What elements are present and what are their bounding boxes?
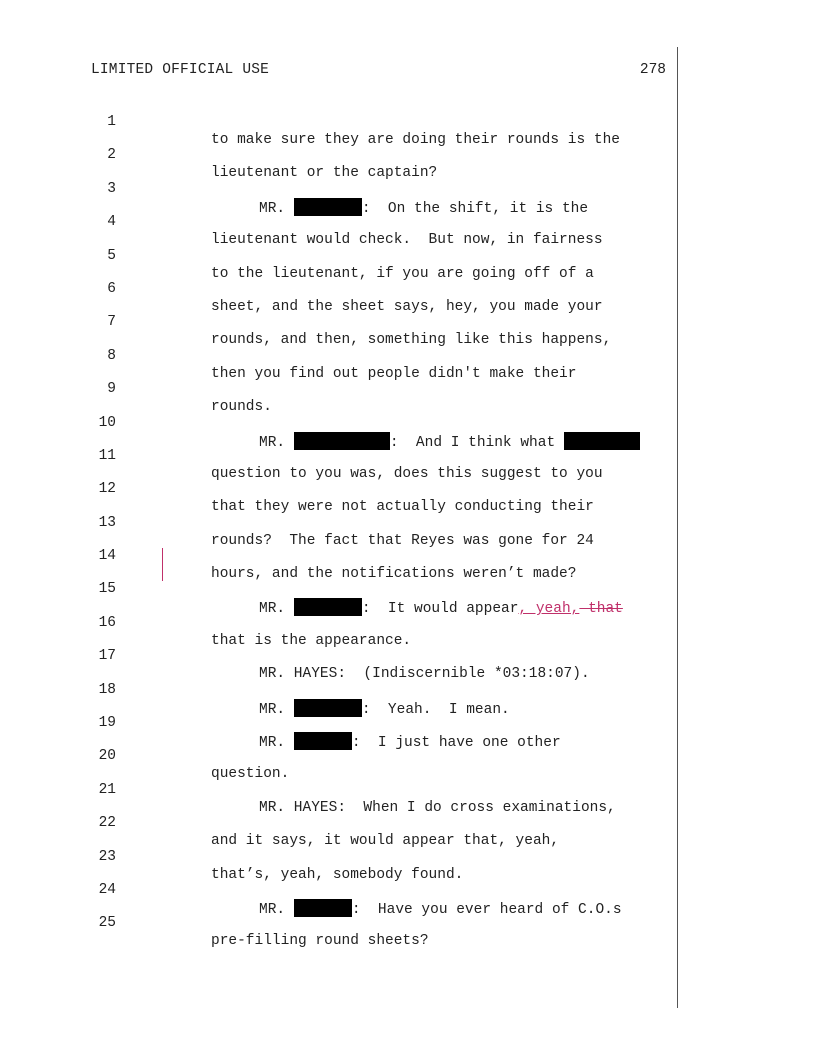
speaker-prefix: MR. [259, 901, 294, 918]
line-text-part: that’s, yeah, somebody found. [211, 866, 464, 883]
line-text-part: : Yeah. I mean. [361, 701, 510, 718]
line-text [211, 932, 429, 950]
line-number: 1 [107, 114, 116, 130]
transcript-line [0, 462, 816, 516]
line-number: 24 [98, 881, 116, 898]
transcript-line [0, 863, 816, 918]
line-text-part: then you find out people didn't make their [211, 365, 577, 382]
line-number: 10 [98, 414, 116, 431]
line-text-part: : Have you ever heard of C.O.s [351, 901, 622, 918]
line-text-part: : It would appear [361, 601, 519, 618]
transcript-line [0, 128, 816, 182]
speaker-prefix: MR. [259, 434, 294, 451]
line-text-part: to make sure they are doing their rounds is the [211, 132, 620, 148]
line-number: 3 [107, 180, 116, 197]
transcript-line [0, 763, 816, 816]
line-text-part: pre-filling round sheets? [211, 933, 429, 950]
line-number: 16 [98, 614, 116, 631]
line-number: 9 [107, 381, 116, 398]
line-number: 12 [98, 481, 116, 498]
transcript-line [0, 329, 816, 382]
line-text-part: lieutenant or the captain? [211, 165, 438, 182]
transcript-lines [0, 95, 816, 950]
line-number: 19 [98, 715, 116, 732]
transcript-line [0, 529, 816, 583]
transcript-line [0, 496, 816, 549]
transcript-line [0, 262, 816, 315]
tracked-deletion: that [579, 601, 623, 618]
transcript-line [0, 429, 816, 482]
transcript-line [0, 396, 816, 451]
speaker-prefix: MR. [259, 601, 294, 618]
line-text-part: hours, and the notifications weren’t made? [211, 566, 577, 583]
line-text-part: rounds, and then, something like this happens, [211, 332, 612, 349]
line-number: 20 [98, 748, 116, 765]
transcript-line [0, 162, 816, 217]
line-number: 13 [98, 514, 116, 531]
line-text-part: that is the appearance. [211, 632, 412, 649]
transcript-line [0, 295, 816, 349]
transcript-line [0, 663, 816, 718]
line-text-part: sheet, and the sheet says, hey, you made your [211, 298, 603, 315]
line-number: 25 [98, 915, 116, 932]
line-text-part: that they were not actually conducting their [211, 499, 594, 516]
line-text-part: MR. HAYES: (Indiscernible *03:18:07). [259, 666, 590, 683]
transcript-line [0, 596, 816, 649]
transcript-line [0, 562, 816, 618]
line-text-part: and it says, it would appear that, yeah, [211, 833, 560, 850]
transcript-line [0, 796, 816, 850]
tracked-insertion: , yeah, [518, 601, 580, 618]
line-number: 6 [107, 280, 116, 297]
transcript-line [0, 362, 816, 416]
line-number: 17 [98, 648, 116, 665]
line-text-part: : On the shift, it is the [361, 200, 589, 217]
line-text-part: question. [211, 766, 290, 783]
line-text-part: : I just have one other [351, 735, 561, 752]
transcript-line [0, 896, 816, 950]
line-text-part: rounds? The fact that Reyes was gone for 24 [211, 532, 594, 549]
speaker-prefix: MR. [259, 735, 294, 752]
transcript-line [0, 729, 816, 783]
transcript-line [0, 195, 816, 249]
line-text-part: question to you was, does this suggest to you [211, 465, 603, 482]
line-number: 21 [98, 781, 116, 798]
transcript-line [0, 629, 816, 683]
line-number: 7 [107, 314, 116, 331]
line-number: 2 [107, 147, 116, 164]
speaker-prefix: MR. [259, 701, 294, 718]
line-text-part: MR. HAYES: When I do cross examinations, [259, 799, 616, 816]
line-number: 23 [98, 848, 116, 865]
line-text-part: to the lieutenant, if you are going off of a [211, 265, 594, 282]
speaker-prefix: MR. [259, 200, 294, 217]
line-number: 11 [98, 447, 116, 464]
line-number: 4 [107, 214, 116, 231]
page-number: 278 [639, 62, 666, 78]
line-number: 22 [98, 815, 116, 832]
transcript-line [0, 229, 816, 282]
transcript-line [0, 95, 816, 148]
line-text-part: : And I think what [389, 434, 564, 451]
line-text-part: rounds. [211, 399, 272, 416]
line-number: 5 [107, 247, 116, 264]
transcript-line [0, 830, 816, 883]
line-text-part: lieutenant would check. But now, in fairness [211, 232, 603, 249]
line-number: 18 [98, 681, 116, 698]
line-number: 14 [98, 548, 116, 565]
transcript-line [0, 696, 816, 752]
classification-header: LIMITED OFFICIAL USE [91, 62, 270, 78]
line-number: 8 [107, 347, 116, 364]
line-number: 15 [98, 581, 116, 598]
